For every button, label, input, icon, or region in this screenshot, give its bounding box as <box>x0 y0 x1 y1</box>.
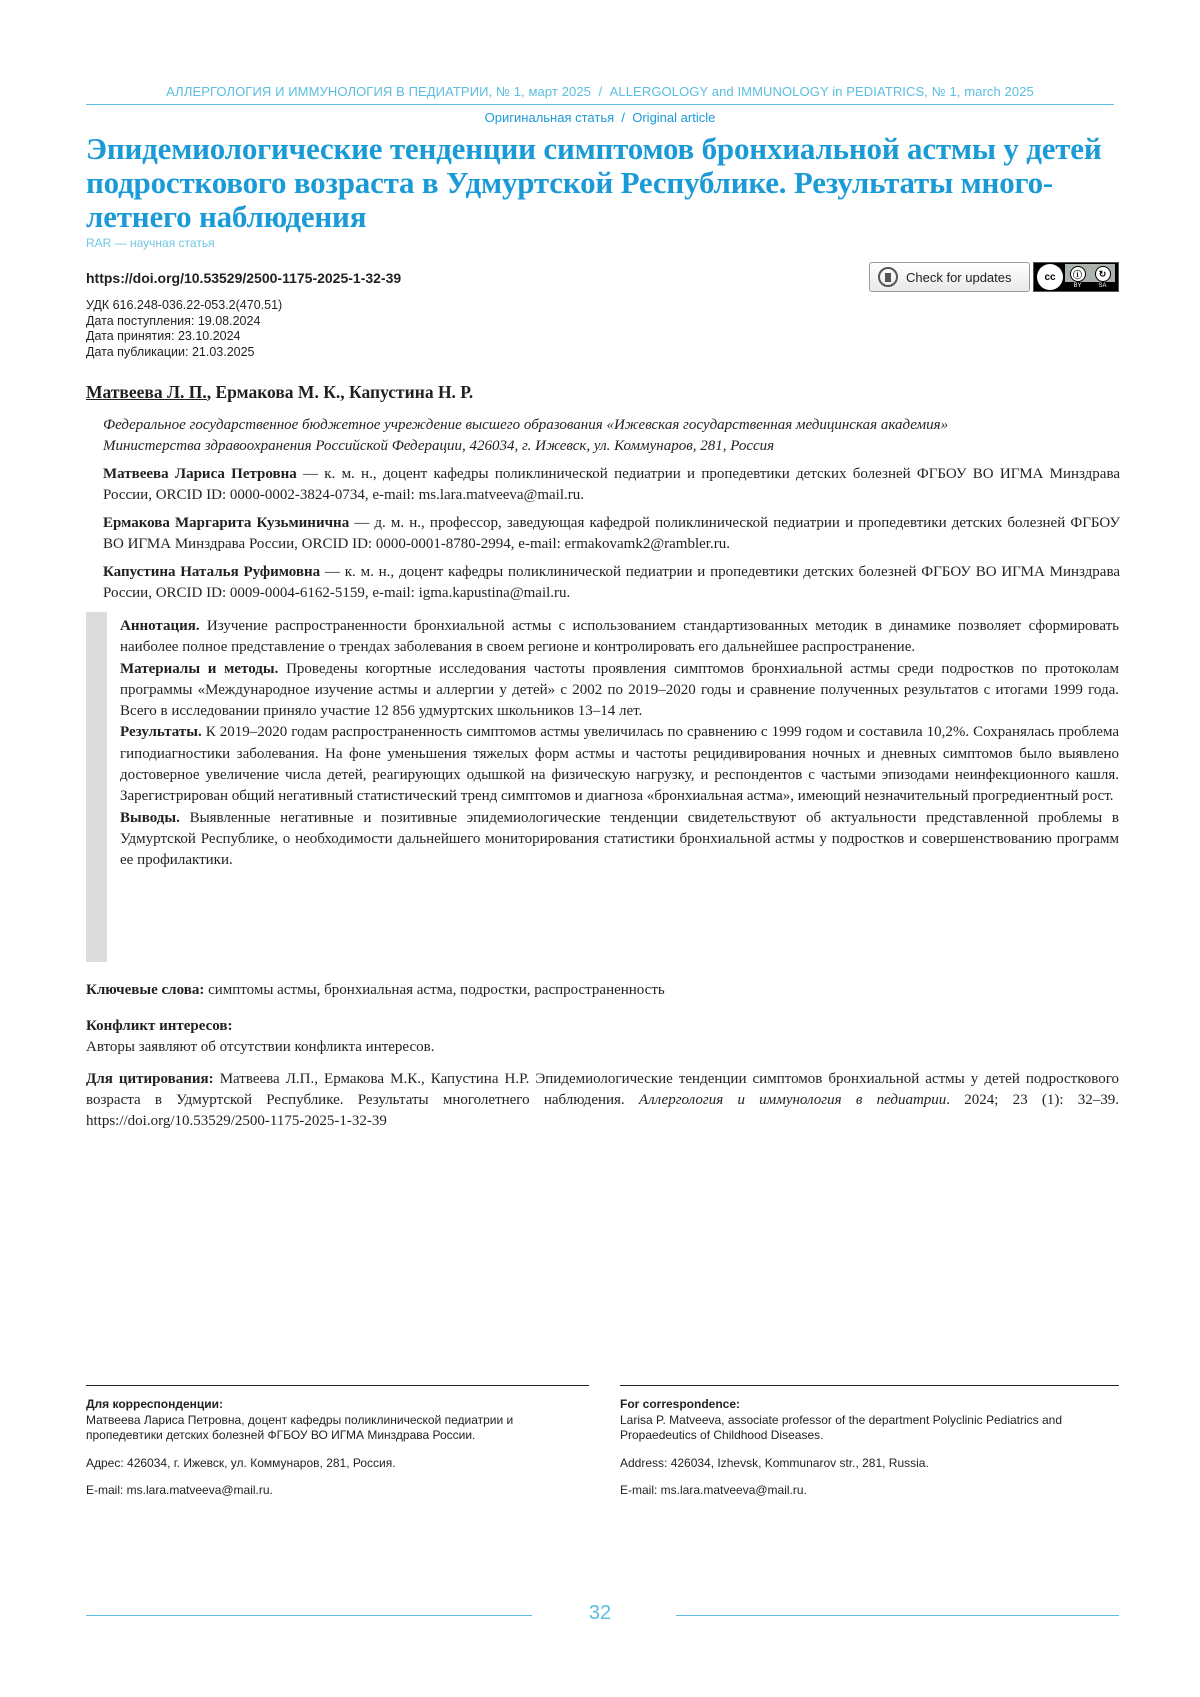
correspondence-en-label: For correspondence: <box>620 1397 741 1411</box>
conclusions-label: Выводы. <box>120 809 180 826</box>
journal-separator: / <box>598 84 603 99</box>
cc-license-badge[interactable] <box>1033 262 1119 292</box>
citation-text: Матвеева Л.П., Ермакова М.К., Капустина Н.Р. Эпидемиологические тенденции симптомов бронхиальной астмы у детей подросткового возраста в Удмуртской Республике. Результаты многолетнего наблюдения. <box>86 1071 1119 1108</box>
coauthors: , Ермакова М. К., Капустина Н. Р. <box>206 382 474 402</box>
conflict-label: Конфликт интересов: <box>86 1018 233 1034</box>
abstract-methods <box>120 659 1119 723</box>
date-received: Дата поступления: 19.08.2024 <box>86 313 261 328</box>
running-head <box>86 84 1114 99</box>
conflict-of-interest <box>86 1016 1119 1058</box>
author-bios <box>103 464 1120 611</box>
author-details: — к. м. н., доцент кафедры поликлинической педиатрии и пропедевтики детских болезней ФГБОУ ВО ИГМА Минздрава России, ORCID ID: 0000-0002-3824-0734, e-mail: ms.lara.matveeva@mail.ru. <box>103 466 1120 503</box>
correspondence-en <box>620 1397 1119 1511</box>
corresponding-author: Матвеева Л. П. <box>86 382 207 402</box>
correspondence-ru-label: Для корреспонденции: <box>86 1397 224 1411</box>
cc-attribute-labels <box>1065 282 1115 290</box>
doi-link[interactable]: https://doi.org/10.53529/2500-1175-2025-1-32-39 <box>86 270 402 286</box>
title-line: подросткового возраста в Удмуртской Республике. Результаты много- <box>86 165 1054 200</box>
citation-label: Для цитирования: <box>86 1071 214 1087</box>
citation-tail: . 2024; 23 (1): 32–39. https://doi.org/10.53529/2500-1175-2025-1-32-39 <box>86 1092 1120 1129</box>
journal-title-en: ALLERGOLOGY and IMMUNOLOGY in PEDIATRICS, № 1, march 2025 <box>609 84 1034 99</box>
correspondence-ru-address: Адрес: 426034, г. Ижевск, ул. Коммунаров, 281, Россия. <box>86 1455 396 1470</box>
affiliation <box>103 415 1120 457</box>
abstract <box>120 616 1119 872</box>
udk: УДК 616.248-036.22-053.2(470.51) <box>86 298 283 312</box>
methods-text: Проведены когортные исследования частоты проявления симптомов бронхиальной астмы среди подростков по протоколам программы «Международное изучение астмы и аллергии у детей» с 2002 по 2019–2020 годы и сравнение полученных результатов с итогами 1999 года. Всего в исследовании приняло участие 12 856 удмуртских школьников 13–14 лет. <box>120 660 1119 720</box>
page-number: 32 <box>588 1602 612 1624</box>
methods-label: Материалы и методы. <box>120 660 279 677</box>
abstract-annotation <box>120 616 1119 659</box>
person-icon: ⓘ <box>1070 266 1086 282</box>
correspondence-ru-person: Матвеева Лариса Петровна, доцент кафедры поликлинической педиатрии и пропедевтики детских болезней ФГБОУ ВО ИГМА Минздрава России. <box>86 1412 514 1442</box>
title-line: Эпидемиологические тенденции симптомов бронхиальной астмы у детей <box>86 131 1102 166</box>
article-type <box>0 110 1200 125</box>
annotation-text: Изучение распространенности бронхиальной астмы с использованием стандартизованных методик в динамике позволяет сформировать наиболее полное представление о трендах заболевания в своем регионе и контролировать его дальнейшее распространение. <box>120 618 1119 656</box>
keywords <box>86 980 1119 1001</box>
article-type-en: Original article <box>632 110 716 125</box>
title-line: летнего наблюдения <box>86 199 367 234</box>
bookmark-icon <box>878 267 898 287</box>
results-label: Результаты. <box>120 724 202 741</box>
footer-rule-left <box>86 1615 532 1616</box>
results-text: К 2019–2020 годам распространенность симптомов астмы увеличилась по сравнению с 1999 годом и составила 10,2%. Сохранялась проблема гиподиагностики заболевания. На фоне уменьшения тяжелых форм астмы и частоты рецидивирования ночных и дневных симптомов было выявлено достоверное увеличение числа детей, реагирующих одышкой на физическую нагрузку, и респондентов с частыми эпизодами неинфекционного кашля. Зарегистрирован общий негативный статистический тренд симптомов и диагноза «бронхиальная астма», имеющий незначительный прогредиентный рост. <box>120 724 1119 805</box>
conflict-text: Авторы заявляют об отсутствии конфликта интересов. <box>86 1039 435 1055</box>
author-name: Ермакова Маргарита Кузьминична <box>103 515 350 531</box>
journal-title-ru: АЛЛЕРГОЛОГИЯ И ИММУНОЛОГИЯ В ПЕДИАТРИИ, № 1, март 2025 <box>166 84 592 99</box>
author-bio <box>103 513 1120 555</box>
keywords-text: симптомы астмы, бронхиальная астма, подростки, распространенность <box>204 982 665 998</box>
affiliation-line: Министерства здравоохранения Российской Федерации, 426034, г. Ижевск, ул. Коммунаров, 281, Россия <box>103 438 775 454</box>
correspondence-en-rule <box>620 1385 1119 1386</box>
citation <box>86 1069 1119 1132</box>
article-type-ru: Оригинальная статья <box>484 110 615 125</box>
abstract-results <box>120 722 1119 807</box>
correspondence-en-address: Address: 426034, Izhevsk, Kommunarov str., 281, Russia. <box>620 1455 929 1470</box>
article-title <box>86 132 1126 234</box>
abstract-conclusions <box>120 808 1119 872</box>
author-name: Капустина Наталья Руфимовна <box>103 564 321 580</box>
check-for-updates-label: Check for updates <box>906 269 1012 285</box>
date-accepted: Дата принятия: 23.10.2024 <box>86 329 241 343</box>
cc-icon: cc <box>1037 264 1063 290</box>
article-type-separator: / <box>621 110 625 125</box>
check-for-updates-button[interactable] <box>869 262 1030 292</box>
correspondence-ru <box>86 1397 576 1511</box>
annotation-label: Аннотация. <box>120 618 200 634</box>
rar-label: RAR — научная статья <box>86 236 215 250</box>
affiliation-line: Федеральное государственное бюджетное учреждение высшего образования «Ижевская государственная медицинская академия» <box>103 417 949 433</box>
correspondence-ru-rule <box>86 1385 589 1386</box>
correspondence-ru-email[interactable]: E-mail: ms.lara.matveeva@mail.ru. <box>86 1483 273 1497</box>
author-bio <box>103 562 1120 604</box>
author-details: — к. м. н., доцент кафедры поликлинической педиатрии и пропедевтики детских болезней ФГБОУ ВО ИГМА Минздрава России, ORCID ID: 0009-0004-6162-5159, e-mail: igma.kapustina@mail.ru. <box>103 564 1120 601</box>
date-published: Дата публикации: 21.03.2025 <box>86 344 255 359</box>
correspondence-en-person: Larisa P. Matveeva, associate professor of the department Polyclinic Pediatrics and Propaedeutics of Childhood Diseases. <box>620 1412 1063 1442</box>
author-details: — д. м. н., профессор, заведующая кафедрой поликлинической педиатрии и пропедевтики детских болезней ФГБОУ ВО ИГМА Минздрава России, ORCID ID: 0000-0001-8780-2994, e-mail: ermakovamk2@rambler.ru. <box>103 515 1120 552</box>
citation-journal: Аллергология и иммунология в педиатрии <box>638 1092 947 1108</box>
header-rule <box>86 104 1114 105</box>
author-name: Матвеева Лариса Петровна <box>103 466 297 482</box>
cc-attributes <box>1065 264 1115 290</box>
keywords-label: Ключевые слова: <box>86 982 205 998</box>
article-meta <box>86 298 282 360</box>
correspondence-en-email[interactable]: E-mail: ms.lara.matveeva@mail.ru. <box>620 1483 807 1497</box>
conclusions-text: Выявленные негативные и позитивные эпидемиологические тенденции свидетельствуют об актуальности представленной проблемы в Удмуртской Республике, о необходимости дальнейшего мониторирования статистики бронхиальной астмы у подростков и совершенствованию программ ее профилактики. <box>120 809 1119 869</box>
footer-rule-right <box>676 1615 1119 1616</box>
cc-sa-label: SA <box>1098 283 1107 289</box>
author-bio <box>103 464 1120 506</box>
abstract-sidebar <box>86 612 107 962</box>
author-list <box>86 382 473 403</box>
share-alike-icon: ↻ <box>1095 266 1111 282</box>
cc-by-label: BY <box>1073 283 1082 289</box>
